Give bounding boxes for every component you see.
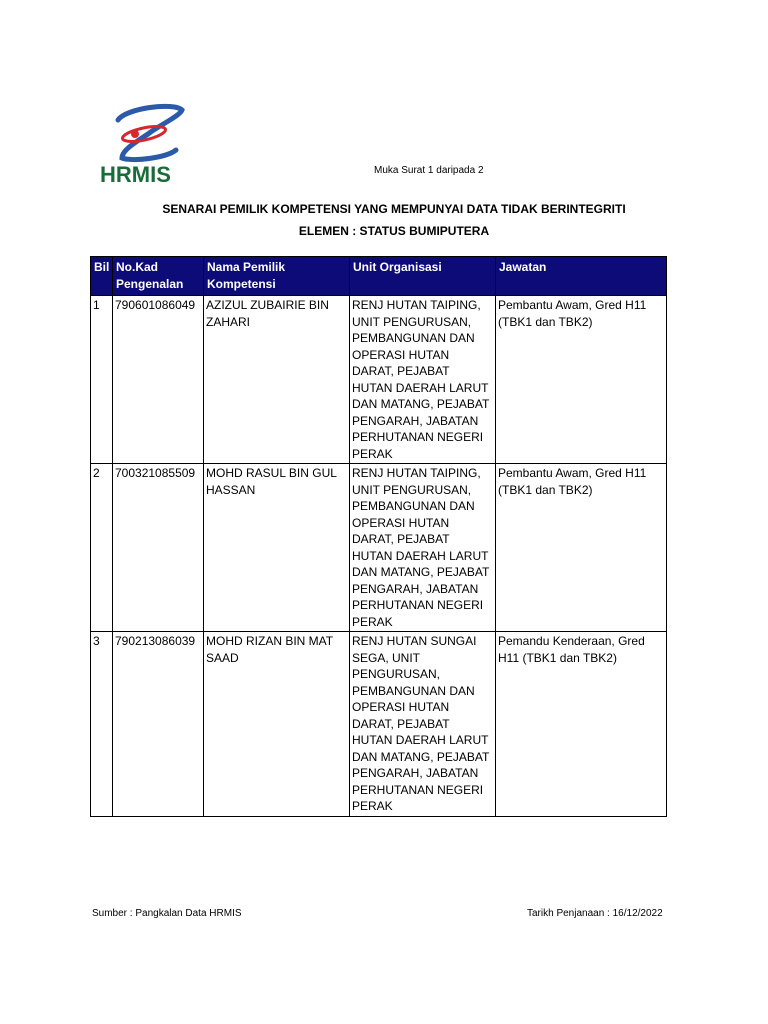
competency-table: [90, 256, 667, 817]
logo-text: HRMIS: [100, 162, 171, 186]
page-number: Muka Surat 1 daripada 2: [374, 165, 484, 176]
report-title: SENARAI PEMILIK KOMPETENSI YANG MEMPUNYAI DATA TIDAK BERINTEGRITI: [162, 202, 626, 216]
cell-nama: AZIZUL ZUBAIRIE BIN ZAHARI: [204, 296, 350, 464]
cell-nama: MOHD RASUL BIN GUL HASSAN: [204, 464, 350, 632]
cell-unit: RENJ HUTAN TAIPING, UNIT PENGURUSAN, PEMBANGUNAN DAN OPERASI HUTAN DARAT, PEJABAT HUTAN DAERAH LARUT DAN MATANG, PEJABAT PENGARAH, JABATAN PERHUTANAN NEGERI PERAK: [350, 296, 496, 464]
table-row: [91, 464, 667, 632]
column-header-jawatan: Jawatan: [496, 257, 667, 296]
column-header-nama: Nama Pemilik Kompetensi: [204, 257, 350, 296]
report-subtitle: ELEMEN : STATUS BUMIPUTERA: [298, 224, 490, 238]
cell-bil: 3: [91, 632, 113, 817]
column-header-bil: Bil: [91, 257, 113, 296]
column-header-ic: No.Kad Pengenalan: [113, 257, 204, 296]
table-row: [91, 296, 667, 464]
cell-bil: 2: [91, 464, 113, 632]
cell-ic: 790601086049: [113, 296, 204, 464]
cell-unit: RENJ HUTAN SUNGAI SEGA, UNIT PENGURUSAN, PEMBANGUNAN DAN OPERASI HUTAN DARAT, PEJABAT HUTAN DAERAH LARUT DAN MATANG, PEJABAT PENGARAH, JABATAN PERHUTANAN NEGERI PERAK: [350, 632, 496, 817]
cell-ic: 790213086039: [113, 632, 204, 817]
footer-generated-date: Tarikh Penjanaan : 16/12/2022: [527, 908, 663, 919]
cell-nama: MOHD RIZAN BIN MAT SAAD: [204, 632, 350, 817]
cell-jawatan: Pembantu Awam, Gred H11 (TBK1 dan TBK2): [496, 296, 667, 464]
cell-bil: 1: [91, 296, 113, 464]
cell-unit: RENJ HUTAN TAIPING, UNIT PENGURUSAN, PEMBANGUNAN DAN OPERASI HUTAN DARAT, PEJABAT HUTAN DAERAH LARUT DAN MATANG, PEJABAT PENGARAH, JABATAN PERHUTANAN NEGERI PERAK: [350, 464, 496, 632]
column-header-unit: Unit Organisasi: [350, 257, 496, 296]
table-row: [91, 632, 667, 817]
hrmis-logo-mark: [96, 100, 200, 186]
table-header-row: [91, 257, 667, 296]
cell-ic: 700321085509: [113, 464, 204, 632]
cell-jawatan: Pembantu Awam, Gred H11 (TBK1 dan TBK2): [496, 464, 667, 632]
cell-jawatan: Pemandu Kenderaan, Gred H11 (TBK1 dan TBK2): [496, 632, 667, 817]
footer-source: Sumber : Pangkalan Data HRMIS: [92, 908, 242, 919]
hrmis-logo: [96, 100, 200, 186]
